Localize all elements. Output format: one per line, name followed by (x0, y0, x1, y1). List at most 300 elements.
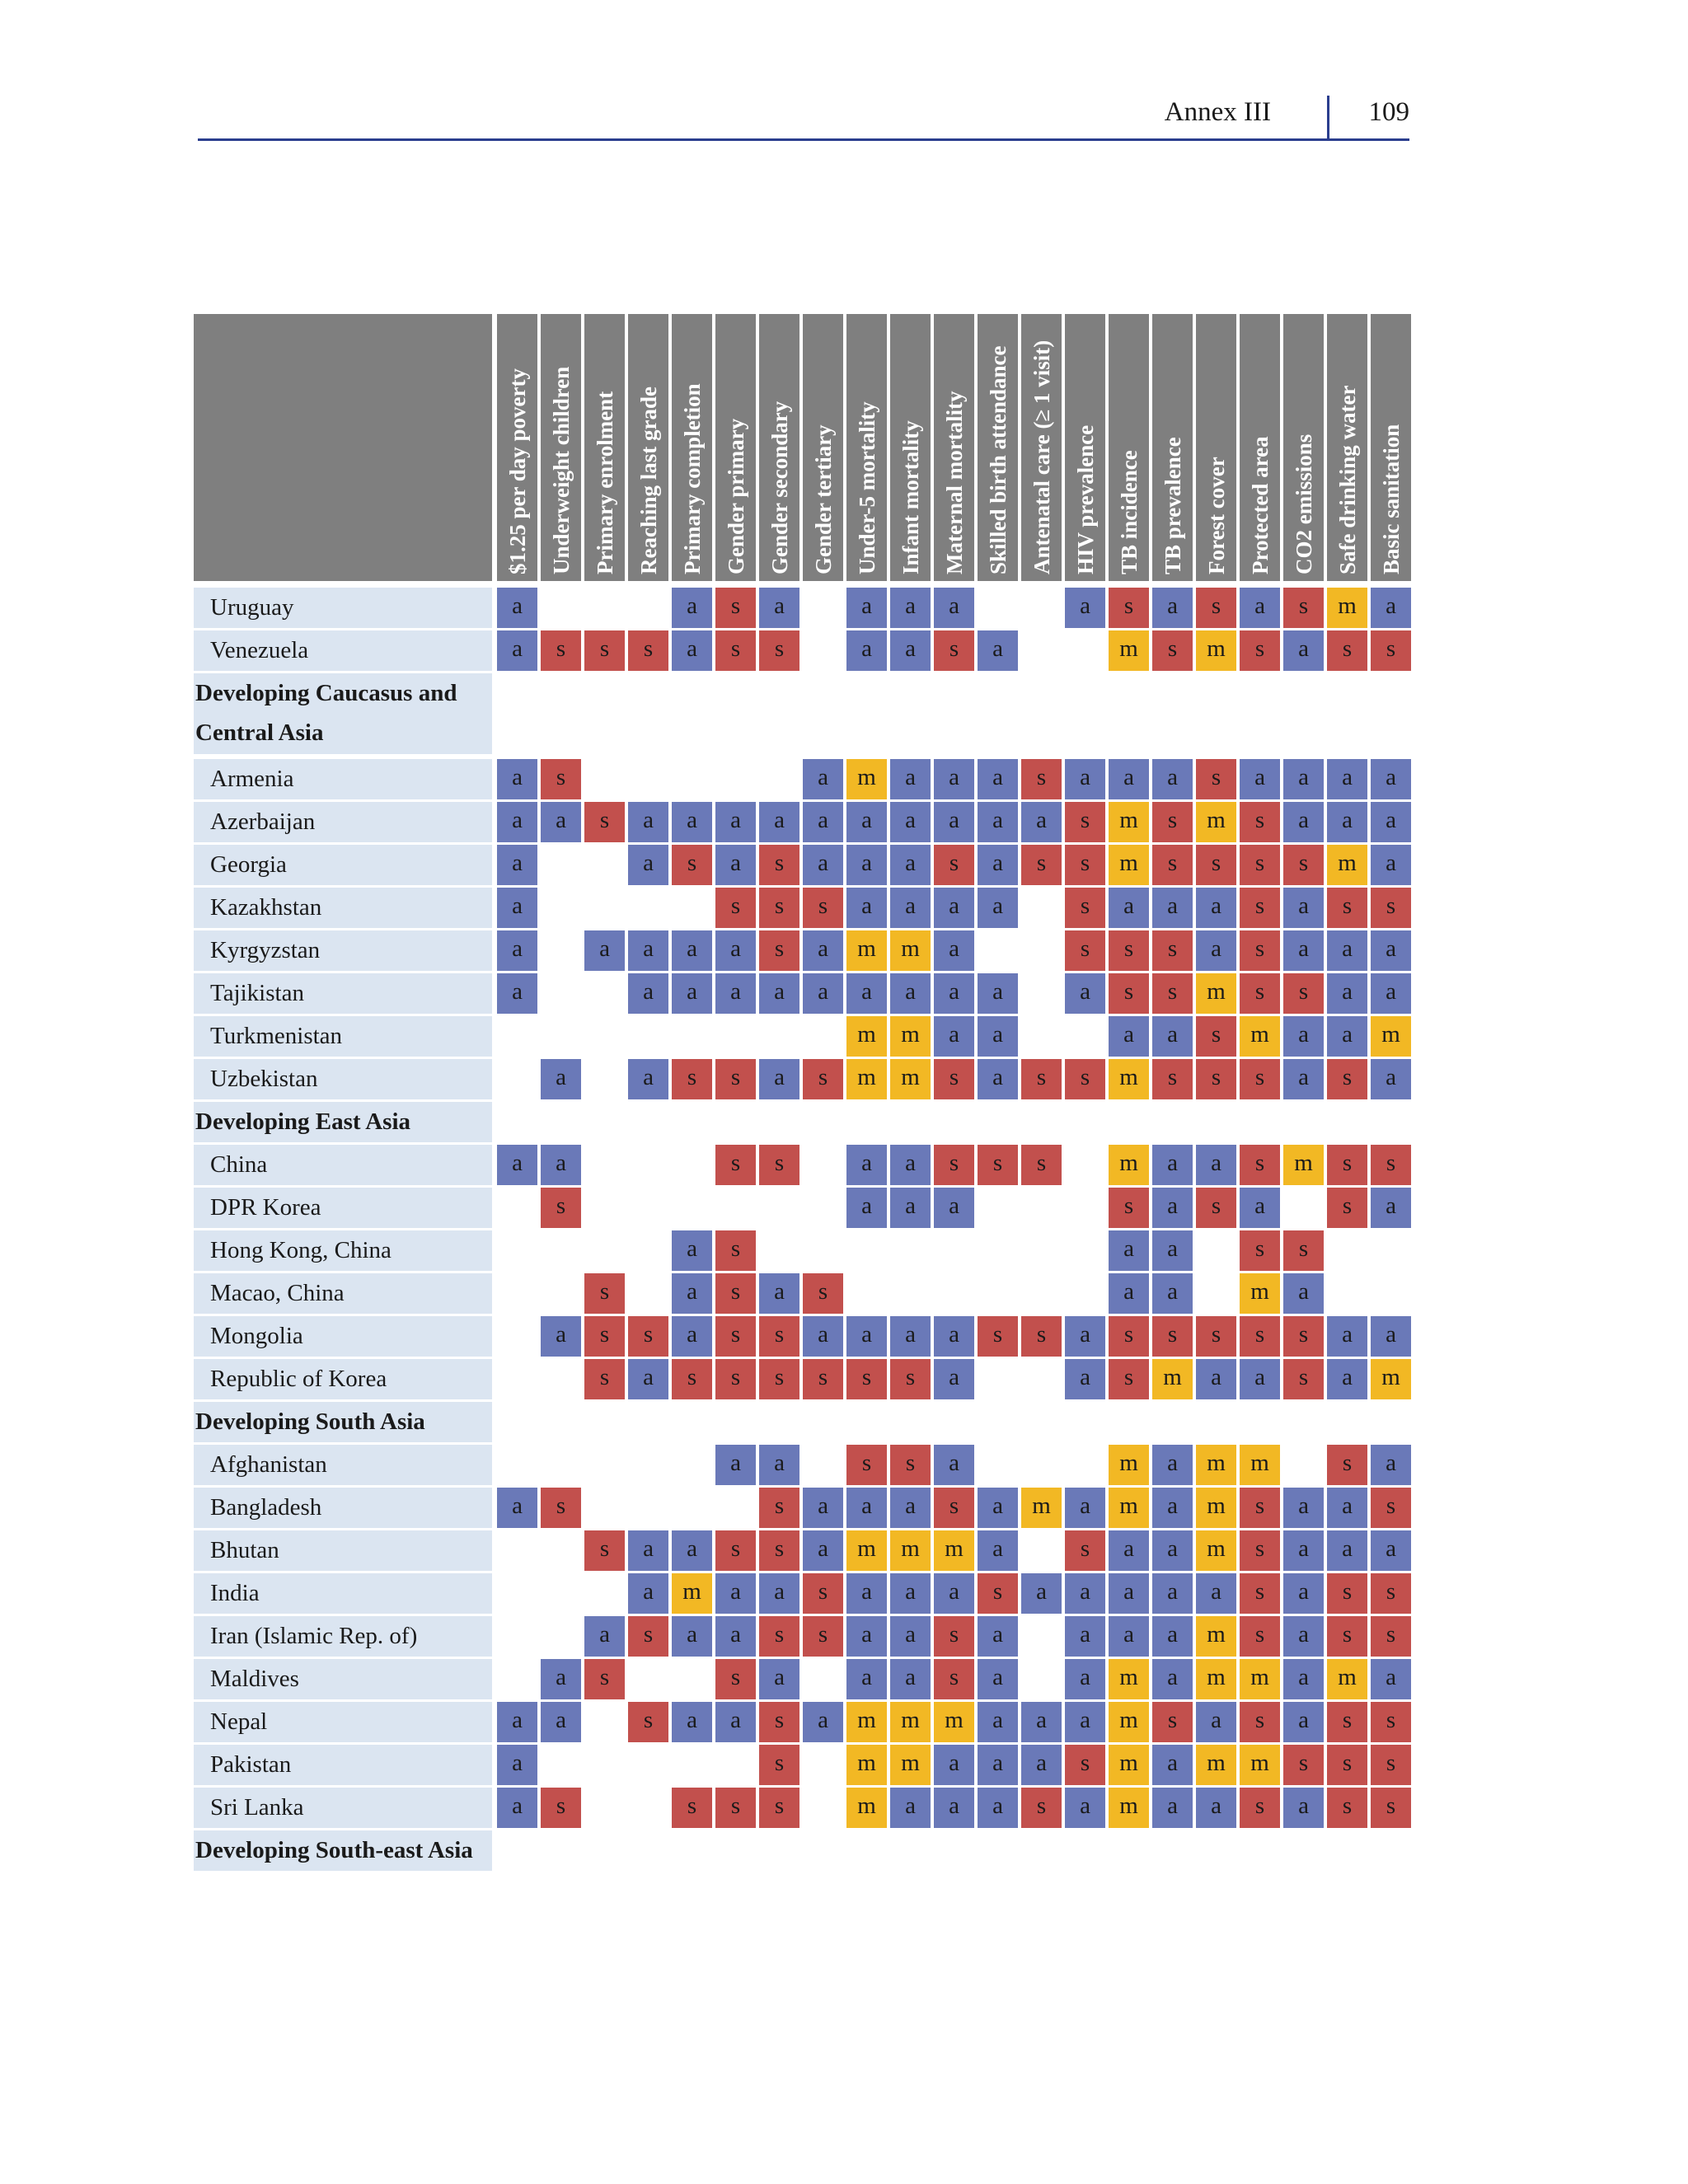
status-cell: a (628, 973, 668, 1014)
status-cell: a (1371, 1188, 1411, 1228)
status-cell: a (1240, 1359, 1280, 1399)
status-cell: a (846, 630, 887, 671)
status-cell: a (1065, 759, 1105, 799)
status-cell: a (497, 630, 537, 671)
status-cell: a (497, 973, 537, 1014)
status-cell: s (715, 1059, 756, 1099)
status-cell: m (1196, 1530, 1236, 1571)
status-cell: s (541, 1188, 581, 1228)
column-header (497, 314, 537, 581)
country-label: Uruguay (194, 588, 492, 628)
country-label: Armenia (194, 759, 492, 799)
status-cell: s (628, 1702, 668, 1742)
column-header-label: Antenatal care (≥ 1 visit) (1029, 340, 1054, 574)
status-cell: s (1327, 1616, 1367, 1657)
status-cell: a (1327, 1488, 1367, 1528)
status-cell: a (1196, 1573, 1236, 1614)
status-cell: s (1240, 1230, 1280, 1271)
status-cell: s (1371, 1788, 1411, 1828)
region-label: Developing South Asia (194, 1402, 492, 1442)
region-label: Developing South-east Asia (194, 1830, 492, 1871)
status-cell: s (1240, 1616, 1280, 1657)
status-cell: s (1327, 1145, 1367, 1185)
status-cell: a (1196, 930, 1236, 971)
status-cell: m (1240, 1016, 1280, 1057)
country-label: Republic of Korea (194, 1359, 492, 1399)
status-cell: s (672, 1059, 712, 1099)
status-cell: s (1240, 930, 1280, 971)
status-cell: m (890, 1745, 931, 1785)
country-label: Sri Lanka (194, 1788, 492, 1828)
status-cell: a (1065, 1616, 1105, 1657)
status-cell: m (890, 1059, 931, 1099)
status-cell: s (1240, 845, 1280, 885)
status-cell: m (1196, 1745, 1236, 1785)
status-cell: m (1327, 845, 1367, 885)
status-cell: a (1152, 888, 1193, 928)
status-cell: a (715, 845, 756, 885)
status-cell: s (1327, 1745, 1367, 1785)
status-cell: s (715, 588, 756, 628)
status-cell: s (1065, 802, 1105, 842)
status-cell: a (890, 630, 931, 671)
status-cell: a (541, 1702, 581, 1742)
status-cell: a (1152, 1445, 1193, 1485)
status-cell: a (497, 588, 537, 628)
status-cell: m (1109, 1059, 1149, 1099)
status-cell: s (1196, 1059, 1236, 1099)
status-cell: a (759, 802, 799, 842)
country-label: Kyrgyzstan (194, 930, 492, 971)
status-cell: a (1152, 1745, 1193, 1785)
status-cell: m (1109, 1745, 1149, 1785)
column-header (1240, 314, 1280, 581)
status-cell: a (803, 1316, 843, 1357)
status-cell: s (715, 1659, 756, 1699)
status-cell: a (890, 845, 931, 885)
status-cell: a (934, 1573, 974, 1614)
status-cell: s (715, 1145, 756, 1185)
column-header-label: Underweight children (548, 366, 574, 574)
status-cell: s (1152, 973, 1193, 1014)
status-cell: s (1327, 1445, 1367, 1485)
status-cell: a (497, 1788, 537, 1828)
status-cell: a (1283, 1702, 1324, 1742)
status-cell: s (1152, 802, 1193, 842)
column-header (1371, 314, 1411, 581)
status-cell: a (1327, 973, 1367, 1014)
status-cell: a (672, 973, 712, 1014)
column-header-label: Skilled birth attendance (985, 345, 1010, 574)
status-cell: s (1240, 1788, 1280, 1828)
status-cell: a (978, 1530, 1018, 1571)
status-cell: a (584, 930, 625, 971)
status-cell: a (846, 802, 887, 842)
status-cell: a (672, 1230, 712, 1271)
status-cell: s (1283, 845, 1324, 885)
status-cell: m (846, 1530, 887, 1571)
status-cell: a (715, 1702, 756, 1742)
status-cell: a (1283, 759, 1324, 799)
status-cell: a (1152, 1788, 1193, 1828)
status-cell: a (978, 973, 1018, 1014)
column-header (584, 314, 625, 581)
column-header-label: Infant mortality (898, 420, 923, 574)
status-cell: a (1196, 1702, 1236, 1742)
status-cell: s (584, 1359, 625, 1399)
status-cell: a (934, 1316, 974, 1357)
status-cell: s (803, 1059, 843, 1099)
status-cell: a (803, 802, 843, 842)
status-cell: s (759, 1316, 799, 1357)
status-cell: s (628, 1616, 668, 1657)
column-header-label: Reaching last grade (635, 387, 661, 574)
status-cell: s (1240, 1316, 1280, 1357)
status-cell: a (978, 1788, 1018, 1828)
status-cell: a (978, 1059, 1018, 1099)
status-cell: s (846, 1359, 887, 1399)
status-cell: a (978, 845, 1018, 885)
status-cell: s (1283, 1316, 1324, 1357)
status-cell: a (715, 1445, 756, 1485)
region-label: Developing East Asia (194, 1102, 492, 1142)
status-cell: a (934, 802, 974, 842)
status-cell: s (1109, 588, 1149, 628)
status-cell: s (1371, 1573, 1411, 1614)
status-cell: s (759, 1530, 799, 1571)
status-cell: a (846, 845, 887, 885)
status-cell: a (890, 1488, 931, 1528)
status-cell: a (1327, 759, 1367, 799)
status-cell: s (541, 630, 581, 671)
page-number: 109 (1368, 97, 1409, 127)
status-cell: s (1065, 1530, 1105, 1571)
status-cell: a (934, 1359, 974, 1399)
column-header (1327, 314, 1367, 581)
status-cell: a (541, 1659, 581, 1699)
status-cell: m (1240, 1273, 1280, 1314)
status-cell: a (715, 973, 756, 1014)
status-cell: a (934, 1745, 974, 1785)
status-cell: a (1152, 1230, 1193, 1271)
status-cell: s (715, 1788, 756, 1828)
status-cell: s (715, 1359, 756, 1399)
status-cell: a (1065, 1702, 1105, 1742)
status-cell: s (1152, 930, 1193, 971)
status-cell: m (1196, 1488, 1236, 1528)
column-header-label: $1.25 per day poverty (504, 368, 530, 574)
status-cell: a (541, 1316, 581, 1357)
status-cell: s (934, 1145, 974, 1185)
status-cell: a (1196, 1788, 1236, 1828)
status-cell: a (1021, 1702, 1062, 1742)
status-cell: s (541, 759, 581, 799)
status-cell: s (628, 630, 668, 671)
status-cell: a (1065, 1316, 1105, 1357)
status-cell: s (1283, 973, 1324, 1014)
status-cell: s (1327, 1573, 1367, 1614)
status-cell: s (846, 1445, 887, 1485)
status-cell: s (1196, 759, 1236, 799)
status-cell: s (1327, 1788, 1367, 1828)
country-label: Afghanistan (194, 1445, 492, 1485)
status-cell: m (846, 1788, 887, 1828)
status-cell: a (497, 930, 537, 971)
column-header (1152, 314, 1193, 581)
status-cell: s (1152, 1702, 1193, 1742)
status-cell: a (846, 1573, 887, 1614)
status-cell: a (541, 1145, 581, 1185)
status-cell: s (584, 1530, 625, 1571)
country-label: Nepal (194, 1702, 492, 1742)
status-cell: a (541, 802, 581, 842)
status-cell: s (715, 1530, 756, 1571)
status-cell: a (1196, 1359, 1236, 1399)
status-cell: a (803, 845, 843, 885)
status-cell: m (846, 1016, 887, 1057)
status-cell: s (1065, 1745, 1105, 1785)
country-label: Uzbekistan (194, 1059, 492, 1099)
status-cell: s (541, 1788, 581, 1828)
column-header-label: HIV prevalence (1072, 424, 1098, 574)
country-label: China (194, 1145, 492, 1185)
column-header-label: Safe drinking water (1334, 385, 1360, 574)
region-label: Developing Caucasus and Central Asia (194, 673, 492, 754)
status-cell: s (1109, 973, 1149, 1014)
status-cell: a (846, 1188, 887, 1228)
status-cell: s (934, 1659, 974, 1699)
status-cell: m (1240, 1745, 1280, 1785)
status-cell: a (1327, 1530, 1367, 1571)
status-cell: s (1196, 588, 1236, 628)
country-label: Turkmenistan (194, 1016, 492, 1057)
status-cell: s (1240, 802, 1280, 842)
status-cell: s (1196, 1316, 1236, 1357)
status-cell: m (1196, 973, 1236, 1014)
status-cell: a (759, 1059, 799, 1099)
status-cell: a (759, 1573, 799, 1614)
status-cell: s (978, 1316, 1018, 1357)
status-cell: a (672, 630, 712, 671)
status-cell: a (1327, 802, 1367, 842)
header-separator (1327, 96, 1329, 138)
status-cell: s (1109, 1316, 1149, 1357)
status-cell: s (1021, 845, 1062, 885)
status-cell: s (1021, 1145, 1062, 1185)
status-cell: a (934, 1016, 974, 1057)
status-cell: m (1109, 1788, 1149, 1828)
country-label: Bhutan (194, 1530, 492, 1571)
status-cell: a (1283, 1016, 1324, 1057)
status-cell: a (628, 1359, 668, 1399)
status-cell: a (1327, 1016, 1367, 1057)
status-cell: s (1240, 1145, 1280, 1185)
status-cell: a (846, 1316, 887, 1357)
status-cell: a (1065, 588, 1105, 628)
status-cell: s (715, 1230, 756, 1271)
column-header (1065, 314, 1105, 581)
status-cell: s (934, 1059, 974, 1099)
status-cell: a (1109, 759, 1149, 799)
status-cell: s (715, 1273, 756, 1314)
status-cell: a (497, 802, 537, 842)
status-cell: s (1283, 588, 1324, 628)
status-cell: a (890, 973, 931, 1014)
status-cell: a (890, 1788, 931, 1828)
status-cell: m (1196, 802, 1236, 842)
status-cell: s (978, 1573, 1018, 1614)
status-cell: a (1283, 888, 1324, 928)
column-header (759, 314, 799, 581)
status-cell: a (978, 759, 1018, 799)
status-cell: a (1152, 1616, 1193, 1657)
status-cell: a (1371, 1445, 1411, 1485)
status-cell: a (978, 1488, 1018, 1528)
status-cell: a (759, 1445, 799, 1485)
column-header-label: Primary enrolment (592, 391, 617, 574)
status-cell: m (1371, 1016, 1411, 1057)
status-cell: a (1152, 1188, 1193, 1228)
status-cell: s (1283, 1230, 1324, 1271)
status-cell: m (1109, 845, 1149, 885)
status-cell: s (1327, 888, 1367, 928)
status-cell: a (978, 802, 1018, 842)
status-cell: m (1371, 1359, 1411, 1399)
status-cell: a (1109, 1016, 1149, 1057)
status-cell: s (759, 1145, 799, 1185)
status-cell: a (978, 630, 1018, 671)
status-cell: a (846, 1659, 887, 1699)
status-cell: a (978, 1616, 1018, 1657)
status-cell: m (846, 1702, 887, 1742)
status-cell: a (1109, 1616, 1149, 1657)
status-cell: s (1240, 1530, 1280, 1571)
status-cell: s (1021, 759, 1062, 799)
status-cell: a (672, 1273, 712, 1314)
status-cell: a (1283, 1059, 1324, 1099)
status-cell: a (1109, 1530, 1149, 1571)
status-cell: s (978, 1145, 1018, 1185)
status-cell: a (890, 888, 931, 928)
column-header-label: CO2 emissions (1291, 434, 1316, 574)
status-cell: s (759, 845, 799, 885)
status-cell: s (1109, 930, 1149, 971)
status-cell: a (1371, 973, 1411, 1014)
status-cell: m (1021, 1488, 1062, 1528)
column-header (715, 314, 756, 581)
status-cell: m (1109, 1488, 1149, 1528)
status-cell: s (890, 1359, 931, 1399)
status-cell: m (934, 1702, 974, 1742)
status-cell: a (890, 1616, 931, 1657)
status-cell: s (1065, 888, 1105, 928)
status-cell: m (1196, 1659, 1236, 1699)
status-cell: a (890, 1316, 931, 1357)
column-header-label: TB prevalence (1160, 437, 1185, 574)
status-cell: a (1327, 1316, 1367, 1357)
status-cell: s (672, 1788, 712, 1828)
status-cell: a (672, 588, 712, 628)
status-cell: s (1327, 630, 1367, 671)
status-cell: a (934, 888, 974, 928)
status-cell: a (890, 1188, 931, 1228)
status-cell: a (1283, 1659, 1324, 1699)
status-cell: m (1109, 1145, 1149, 1185)
status-cell: a (890, 802, 931, 842)
status-cell: a (1371, 930, 1411, 971)
status-cell: a (1240, 759, 1280, 799)
status-cell: s (803, 1573, 843, 1614)
status-cell: a (1065, 1788, 1105, 1828)
column-header (1196, 314, 1236, 581)
status-cell: a (934, 759, 974, 799)
status-cell: a (1283, 1616, 1324, 1657)
status-cell: a (1283, 930, 1324, 971)
column-header (934, 314, 974, 581)
status-cell: a (1371, 1659, 1411, 1699)
status-cell: s (1152, 1059, 1193, 1099)
status-cell: a (1240, 1188, 1280, 1228)
status-cell: a (672, 1530, 712, 1571)
status-cell: a (1283, 630, 1324, 671)
column-header (628, 314, 668, 581)
column-header-label: Gender secondary (767, 401, 792, 574)
country-label: Pakistan (194, 1745, 492, 1785)
status-cell: a (759, 973, 799, 1014)
status-cell: s (934, 1488, 974, 1528)
status-cell: s (803, 1616, 843, 1657)
status-cell: s (715, 1316, 756, 1357)
status-cell: a (934, 588, 974, 628)
status-cell: a (1152, 1273, 1193, 1314)
status-cell: s (1240, 630, 1280, 671)
country-label: Azerbaijan (194, 802, 492, 842)
status-cell: s (1327, 1702, 1367, 1742)
status-cell: a (1065, 1359, 1105, 1399)
status-cell: a (672, 1616, 712, 1657)
status-cell: a (978, 1659, 1018, 1699)
status-cell: s (1371, 1145, 1411, 1185)
country-label: Iran (Islamic Rep. of) (194, 1616, 492, 1657)
column-header (1109, 314, 1149, 581)
status-cell: s (759, 1702, 799, 1742)
column-header (1283, 314, 1324, 581)
column-header-label: TB incidence (1116, 450, 1142, 574)
status-cell: a (628, 845, 668, 885)
status-cell: a (497, 1488, 537, 1528)
status-cell: a (803, 759, 843, 799)
status-cell: a (497, 845, 537, 885)
column-header (672, 314, 712, 581)
status-cell: a (1196, 1145, 1236, 1185)
column-header-label: Protected area (1247, 436, 1273, 574)
status-cell: a (1021, 1573, 1062, 1614)
status-cell: a (846, 1488, 887, 1528)
status-cell: s (759, 1359, 799, 1399)
column-header (846, 314, 887, 581)
status-cell: a (1152, 759, 1193, 799)
status-cell: s (934, 630, 974, 671)
status-cell: a (628, 802, 668, 842)
status-cell: a (978, 1702, 1018, 1742)
status-cell: m (1196, 630, 1236, 671)
status-cell: a (1371, 1530, 1411, 1571)
status-cell: s (1371, 1702, 1411, 1742)
status-cell: a (715, 1616, 756, 1657)
country-label: Tajikistan (194, 973, 492, 1014)
status-cell: a (846, 973, 887, 1014)
status-cell: s (1021, 1316, 1062, 1357)
